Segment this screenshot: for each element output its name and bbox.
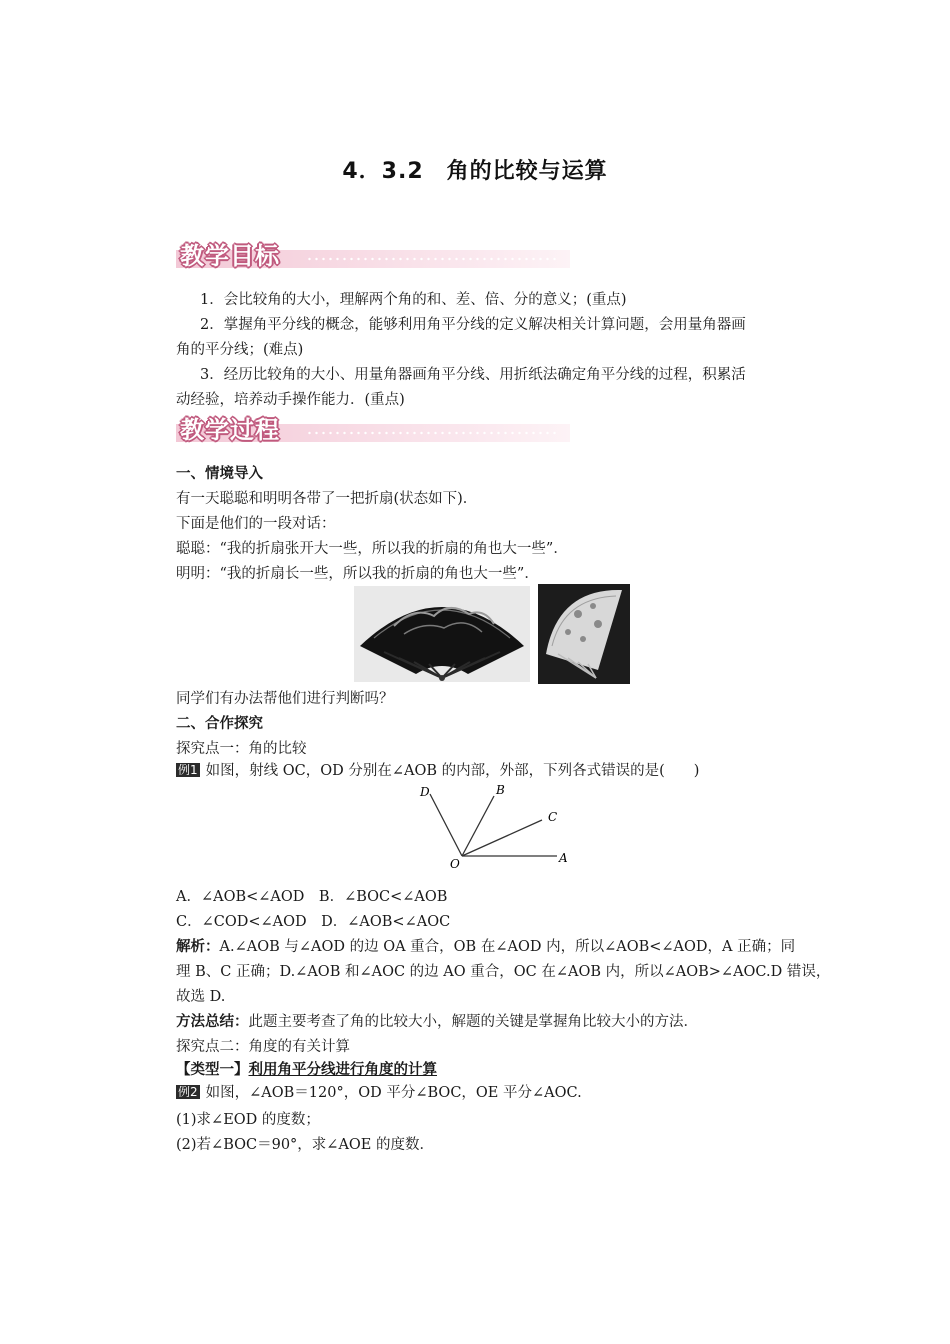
example-2-text: 如图，∠AOB＝120°，OD 平分∠BOC，OE 平分∠AOC. [205, 1085, 582, 1101]
explore-point-2: 探究点二：角度的有关计算 [176, 1039, 350, 1055]
label-C: C [548, 810, 558, 824]
example-1-tag: 例1 [178, 763, 198, 777]
banner-goals [176, 236, 570, 272]
example-1 [176, 761, 699, 781]
s1-line-5: 同学们有办法帮他们进行判断吗？ [176, 691, 394, 707]
option-b: B．∠BOC<∠AOB [318, 889, 448, 905]
method-summary [176, 1012, 698, 1032]
section-2-heading: 二、合作探究 [176, 716, 263, 732]
banner-dots [306, 431, 556, 435]
label-A: A [559, 851, 568, 865]
label-O: O [450, 857, 460, 870]
banner-process [176, 410, 570, 446]
white-fan-image [538, 584, 630, 684]
goal-1: 1．会比较角的大小，理解两个角的和、差、倍、分的意义；(重点) [200, 292, 627, 308]
options-row-2 [176, 912, 450, 932]
label-D: D [420, 785, 430, 799]
analysis-label: 解析： [176, 939, 220, 955]
banner-dots [306, 257, 556, 261]
analysis-line-1 [176, 937, 795, 957]
analysis-line-3: 故选 D. [176, 989, 226, 1005]
method-summary-text: 此题主要考查了角的比较大小，解题的关键是掌握角比较大小的方法． [248, 1014, 698, 1030]
question-1: (1)求∠EOD 的度数； [176, 1112, 320, 1128]
black-fan-image [354, 586, 530, 682]
banner-goals-label: 教学目标 [180, 242, 280, 270]
goal-3a: 3．经历比较角的大小、用量角器画角平分线、用折纸法确定角平分线的过程，积累活 [200, 367, 746, 383]
method-summary-label: 方法总结： [176, 1014, 249, 1030]
s1-line-3: 聪聪：“我的折扇张开大一些，所以我的折扇的角也大一些”． [176, 541, 568, 557]
type-1-label: 【类型一】 [176, 1062, 249, 1078]
analysis-text-1: A.∠AOB 与∠AOD 的边 OA 重合，OB 在∠AOD 内，所以∠AOB<∠AOD，A 正确；同 [219, 939, 796, 955]
label-B: B [496, 783, 505, 797]
s1-line-2: 下面是他们的一段对话： [176, 516, 336, 532]
question-2: (2)若∠BOC＝90°，求∠AOE 的度数． [176, 1137, 434, 1153]
example-2 [176, 1083, 582, 1103]
goal-2a: 2．掌握角平分线的概念，能够利用角平分线的定义解决相关计算问题，会用量角器画 [200, 317, 746, 333]
analysis-line-2: 理 B、C 正确；D.∠AOB 和∠AOC 的边 AO 重合，OC 在∠AOB 内，所以∠AOB>∠AOC.D 错误， [176, 964, 831, 980]
example-2-tag: 例2 [178, 1085, 198, 1099]
example-1-text: 如图，射线 OC，OD 分别在∠AOB 的内部，外部，下列各式错误的是( ) [205, 763, 700, 779]
type-1-title: 利用角平分线进行角度的计算 [248, 1062, 437, 1078]
angle-figure [412, 780, 578, 870]
s1-line-1: 有一天聪聪和明明各带了一把折扇(状态如下)． [176, 491, 478, 507]
option-d: D．∠AOB<∠AOC [321, 914, 451, 930]
goal-3b: 动经验，培养动手操作能力．(重点) [176, 392, 405, 408]
option-c: C．∠COD<∠AOD [176, 914, 307, 930]
page-title: 4．3.2 角的比较与运算 [342, 159, 608, 184]
options-row-1 [176, 887, 447, 907]
section-1-heading: 一、情境导入 [176, 466, 263, 482]
explore-point-1: 探究点一：角的比较 [176, 741, 307, 757]
option-a: A．∠AOB<∠AOD [176, 889, 305, 905]
s1-line-4: 明明：“我的折扇长一些，所以我的折扇的角也大一些”． [176, 566, 539, 582]
banner-process-label: 教学过程 [180, 416, 280, 444]
goal-2b: 角的平分线；(难点) [176, 342, 304, 358]
type-1 [176, 1060, 437, 1080]
